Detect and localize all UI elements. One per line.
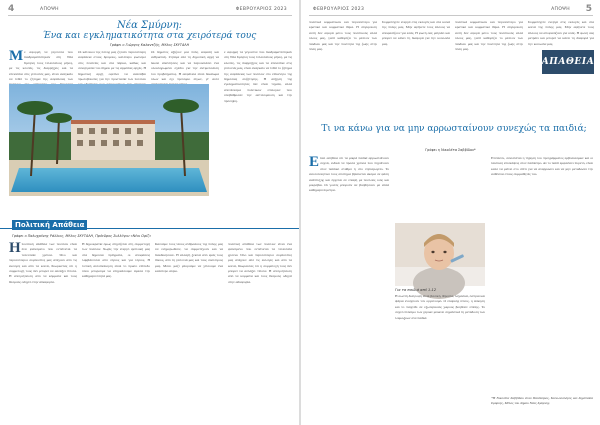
right-page [301, 0, 600, 425]
article3-column: Επιπλέον, συνιστάται η τήρηση του προγράμματος εμβολιασμών και οι τακτικές επισκέψεις στον παιδίατρο. Αν το παιδί εμφανίσει πυρετό, είναι καλό να μείνει στο σπίτι για να αναρρώσει και να μην μεταδώσει την ασθένεια στους συμμαθητές του. [491, 156, 593, 177]
header-rule [8, 15, 292, 16]
left-page [0, 0, 299, 425]
article-column: ε αφορμή τα γεγονότα που διαδραματίστηκαν στη Νέα Σμύρνη τους τελευταίους μήνες, με τις κλοπές, τις διαρρήξεις και τα επεισόδια στις γειτονιές μας, είναι αναγκαίο να τεθεί το ζήτημα της ασφάλειας των πολιτών στο επίκεντρο της δημόσιας συζήτησης. Η αύξηση της εγκληματικότητας δεν είναι τυχαία, αλλά αποτέλεσμα πολιτικών επιλογών που υποβάθμισαν την αστυνόμευση και την πρόληψη. [224, 50, 292, 103]
article3-column: Είναι αλήθεια ότι τα μικρά παιδιά αρρωσταίνουν συχνά, ειδικά τα πρώτα χρόνια που πηγαίνουν στον παιδικό σταθμό ή στο νηπιαγωγείο. Το ανοσοποιητικό τους σύστημα βρίσκεται ακόμα σε φάση ανάπτυξης και έρχεται σε επαφή με πολλούς ιούς και μικρόβια. Οι γονείς μπορούν να βοηθήσουν με απλά καθημερινά μέτρα. [309, 154, 389, 193]
top-column: πολιτικά κομματικών και περισσότερο για κρατικό και κομματικό θέμα. Η σύγκρουση αυτή δεν αφορά μόνο τους πολιτικούς αλλά όλους μας, γιατί καθορίζει το μέλλον των παιδιών μας και την ποιότητα της ζωής στην πόλη μας. [309, 20, 377, 52]
child-photo [395, 223, 485, 286]
article-title-line1: Νέα Σμύρνη: [116, 20, 182, 31]
page-header-section: ΑΠΟΨΗ [551, 7, 570, 12]
article-column: Οι δημότες αξίζουν μια πόλη ασφαλή και ανθρώπινη. Ζητάμε από τη δημοτική αρχή να δώσει απαντήσεις και να παρουσιάσει ένα ολοκληρωμένο σχέδιο για την αντιμετώπιση του προβλήματος. Η ασφάλεια είναι δικαίωμα όλων και όχι προνόμιο λίγων, γι' αυτό [151, 50, 219, 82]
top-column: πολιτικά κομματικών και περισσότερο για κρατικό και κομματικό θέμα. Η σύγκρουση αυτή δεν αφορά μόνο τους πολιτικούς αλλά όλους μας, γιατί καθορίζει το μέλλον των παιδιών μας και την ποιότητα της ζωής στην πόλη μας. [455, 20, 523, 52]
article2-column: Καλούμε τους νέους ανθρώπους της πόλης μας να ενημερωθούν, να συμμετέχουν και να διεκδικήσουν. Η αλλαγή ξεκινά από εμάς τους ίδιους, από τη γειτονιά μας και τους συλλόγους μας. Μόνο μαζί μπορούμε να χτίσουμε ένα καλύτερο αύριο. [155, 242, 223, 274]
photo-caption: Για τα παιδιά από 1-12 [395, 288, 437, 292]
banner-title: Πολιτική Απάθεια [12, 220, 87, 230]
drop-cap: Ε [309, 154, 320, 170]
page-header-date: ΦΕΒΡΟΥΑΡΙΟΣ 2023 [235, 7, 287, 12]
article2-column: πολιτική απάθεια των πολιτών είναι ένα φαινόμενο που εντείνεται τα τελευταία χρόνια. Όλο και περισσότεροι συμπολίτες μας απέχουν από τις εκλογές και από τα κοινά, θεωρώντας ότι η συμμετοχή τους δεν μπορεί να αλλάξει τίποτα. Η απογοήτευση από τα κόμματα και τους θεσμούς οδηγεί στην αδιαφορία. [228, 242, 292, 284]
top-column: Συμμετέχετε ενεργά στις εκλογές και στα κοινά της πόλης μας. Μην αφήνετε τους άλλους να αποφασίζουν για εσάς. Η φωνή σας μετράει και μπορεί να κάνει τη διαφορά για την κοινωνία μας. [382, 20, 450, 46]
apatheia-logo: ΑΠΑΘΕΙΑ [542, 50, 594, 74]
page-number: 5 [585, 4, 592, 14]
section-banner [0, 220, 299, 230]
article2-byline: Γράφει ο Παλυχρόνης Ράλλιος, Μέλος ΣΚΥΤΑΛΗ, Πρόεδρος Συλλόγου «Νέοι Ορίζ» [12, 234, 152, 238]
article2-column: Ηπολιτική απάθεια των πολιτών είναι ένα φαινόμενο που εντείνεται τα τελευταία χρόνια. Όλο και περισσότεροι συμπολίτες μας απέχουν από τις εκλογές και από τα κοινά, θεωρώντας ότι η συμμετοχή τους δεν μπορεί να αλλάξει τίποτα. Η απογοήτευση από τα κόμματα και τους θεσμούς οδηγεί στην αδιαφορία. [9, 240, 77, 284]
header-rule [309, 15, 593, 16]
top-column: Συμμετέχετε ενεργά στις εκλογές και στα κοινά της πόλης μας. Μην αφήνετε τους άλλους να αποφασίζουν για εσάς. Η φωνή σας μετράει και μπορεί να κάνει τη διαφορά για την κοινωνία μας. [528, 20, 594, 46]
page-header-date: ΦΕΒΡΟΥΑΡΙΟΣ 2023 [313, 7, 365, 12]
article-column: Οι κάτοικοι της πόλης μας ζητούν περισσότερη ασφάλεια στους δρόμους, καλύτερο φωτισμό στις πλατείες και στα πάρκα, καθώς και συνεργασία του δήμου με τις αρμόδιες αρχές. Η δημοτική αρχή οφείλει να αναλάβει πρωτοβουλίες για την προστασία των πολιτών [78, 50, 146, 82]
article-byline: Γράφει ο Γιώργος Καλαντζής, Μέλος ΣΚΥΤΑΛΗ [109, 43, 190, 47]
drop-cap: Μ [9, 48, 24, 64]
article-column: Με αφορμή τα γεγονότα που διαδραματίστηκαν στη Νέα Σμύρνη τους τελευταίους μήνες, με τις κλοπές, τις διαρρήξεις και τα επεισόδια στις γειτονιές μας, είναι αναγκαίο να τεθεί το ζήτημα της ασφάλειας των [9, 48, 73, 82]
resort-photo [9, 84, 209, 196]
article-title-line2: Ένα και εγκληματικότητα στα χειρότερά τους [42, 31, 257, 41]
author-bio: *Η Νικολέτα Σαββίδου είναι Παιδίατρος, Κοινωνιολόγος και δημότισσα Σμύρνης, Μέλος του Δήμου Νέας Σμύρνης. [491, 396, 593, 406]
article3-title: Τι να κάνω για να μην αρρωσταίνουν συνεχώς τα παιδιά; [321, 124, 587, 134]
article2-column: Η δημοκρατία όμως στηρίζεται στη συμμετοχή των πολιτών. Χωρίς την ενεργό εμπλοκή μας στα δημόσια πράγματα, οι αποφάσεις λαμβάνονται από λίγους και για λίγους. Η τοπική αυτοδιοίκηση είναι το πρώτο επίπεδο όπου μπορούμε να επηρεάσουμε άμεσα την καθημερινότητά μας. [82, 242, 150, 279]
page-header-section: ΑΠΟΨΗ [40, 7, 59, 12]
article3-byline: Γράφει η Νικολέτα Σαββίδου* [425, 148, 476, 152]
page-number: 4 [8, 4, 15, 14]
drop-cap: Η [9, 240, 21, 256]
article3-column: Η σωστή διατροφή είναι βασική. Φρούτα, λαχανικά, όσπρια και ψάρια ενισχύουν τον οργανισμό. Ο επαρκής ύπνος, η άσκηση και το παιχνίδι σε εξωτερικούς χώρους βοηθούν επίσης. Το συχνό πλύσιμο των χεριών μειώνει σημαντικά τη μετάδοση των λοιμώξεων στα παιδιά. [395, 294, 485, 320]
